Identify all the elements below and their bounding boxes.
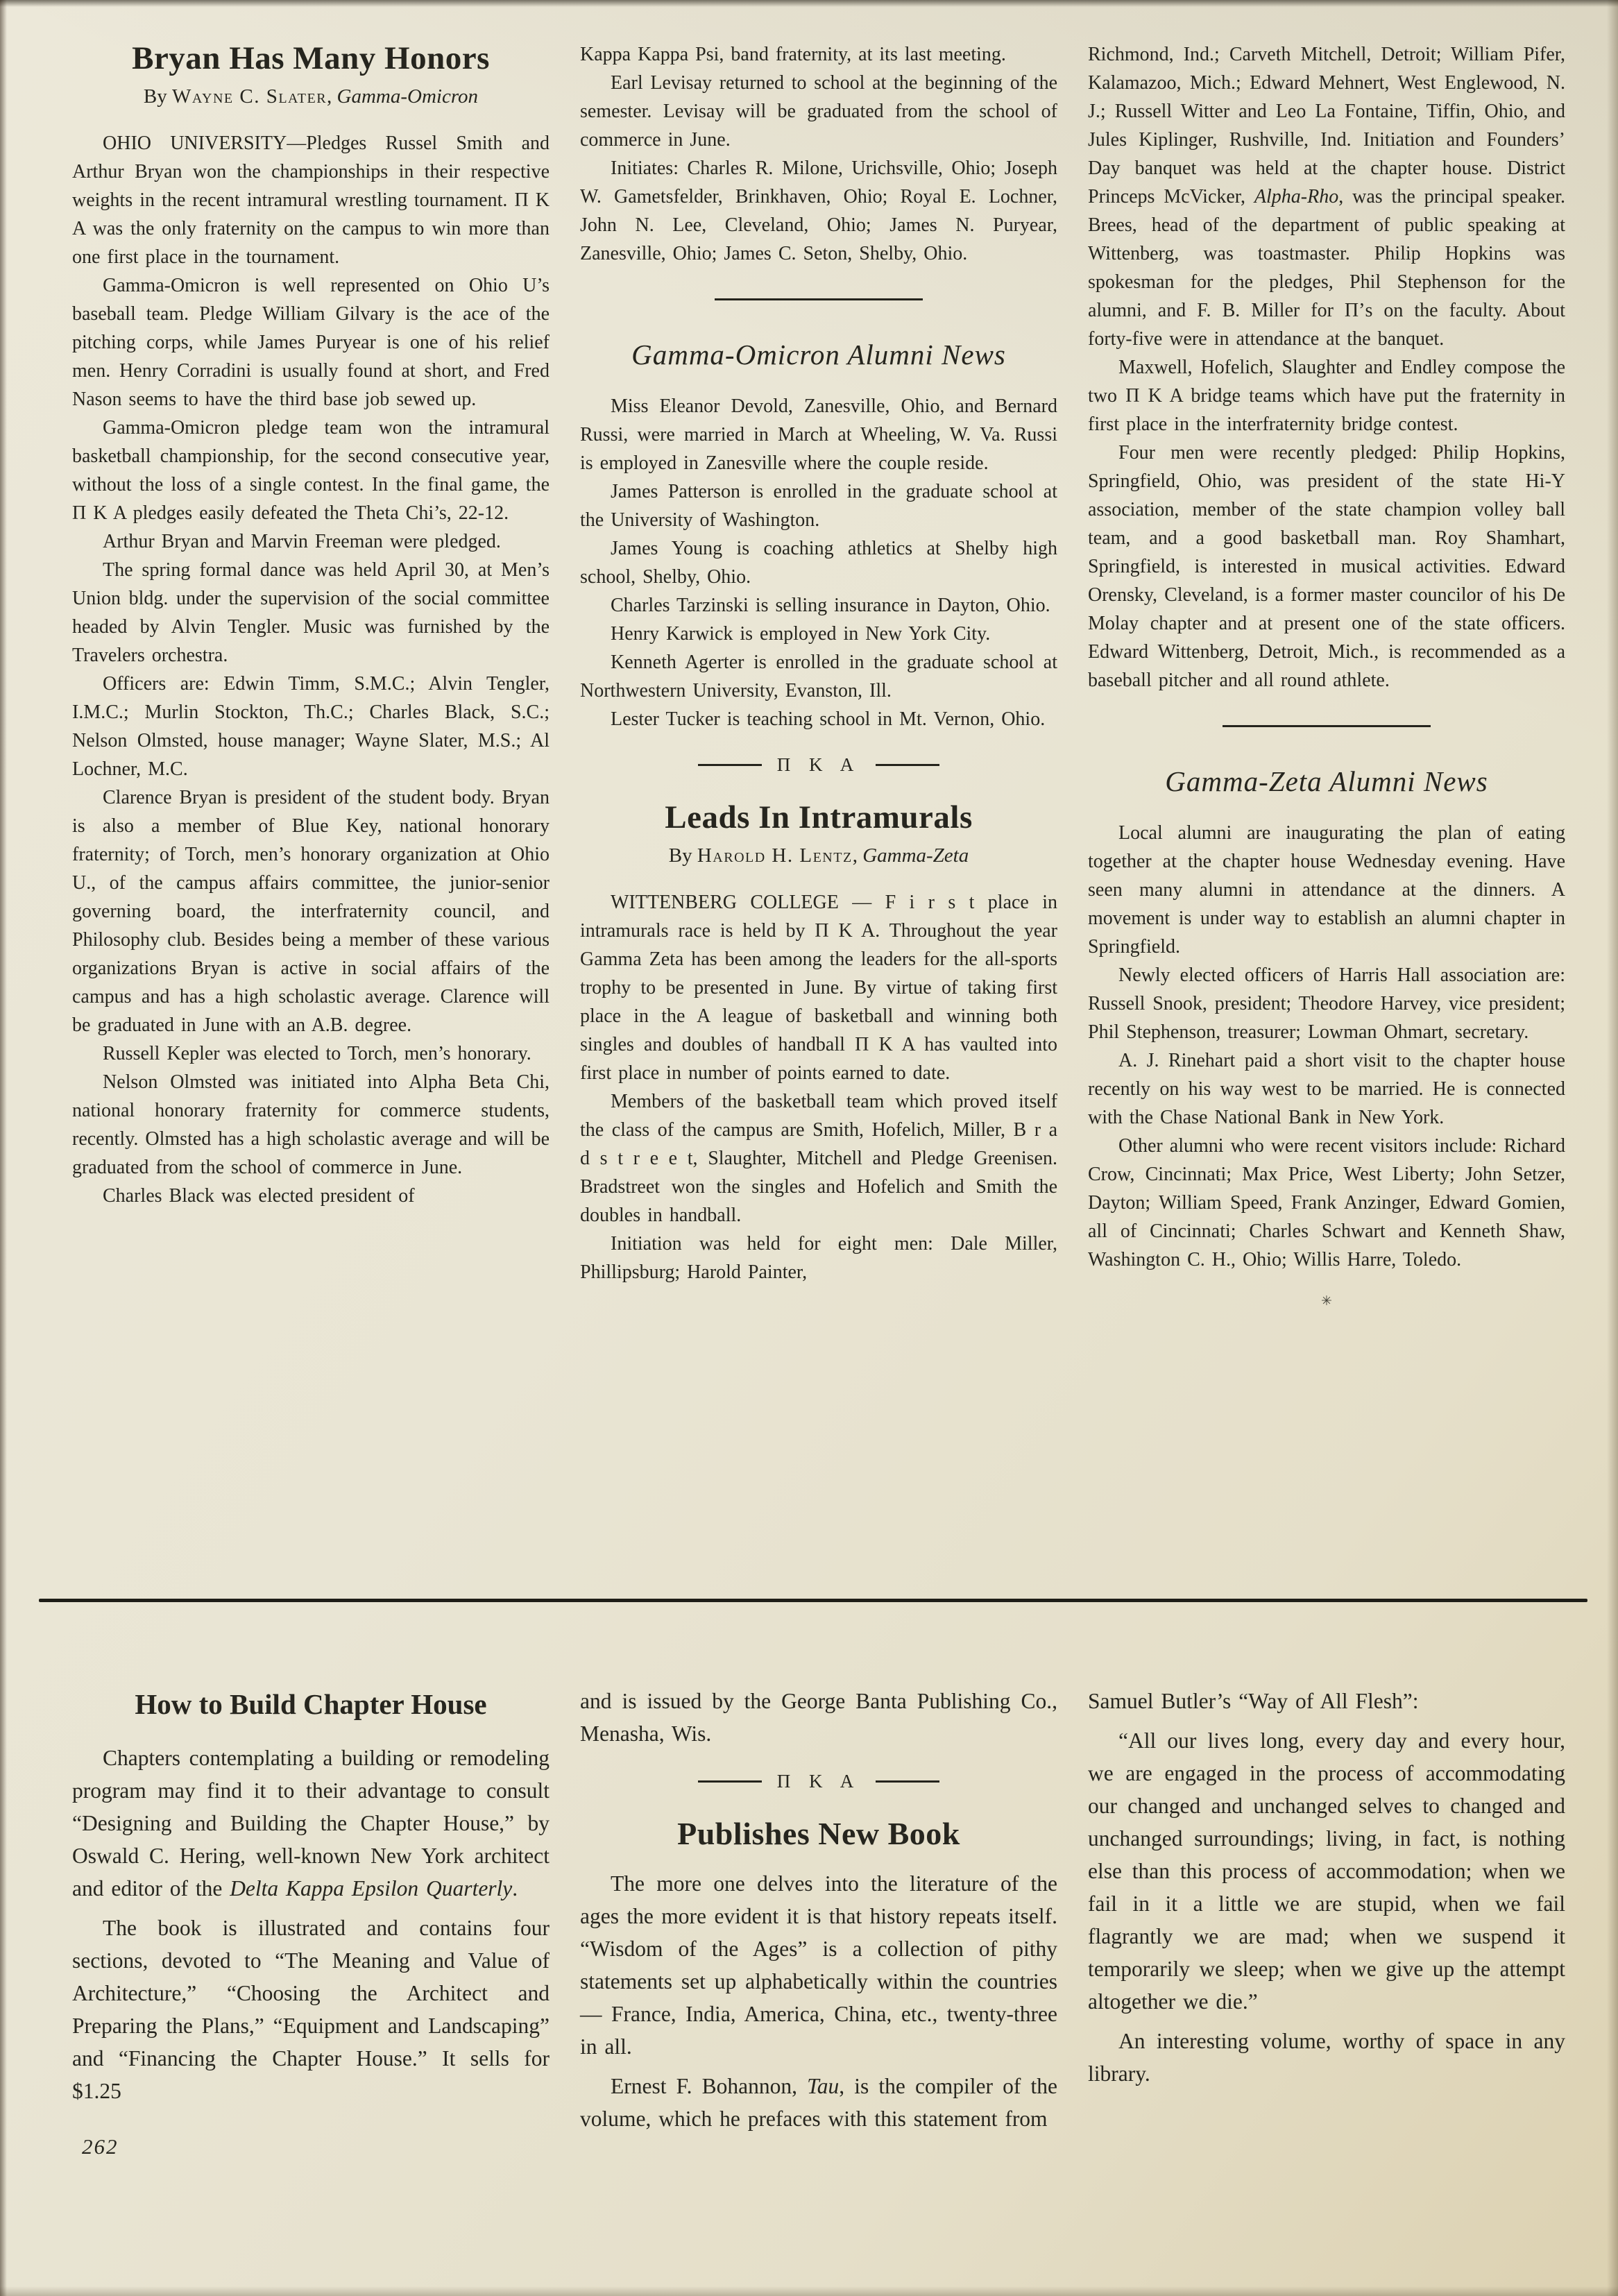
column-2-bottom bbox=[580, 1685, 1057, 2142]
paragraph: James Young is coaching athletics at Shelby high school, Shelby, Ohio. bbox=[580, 538, 1057, 588]
paragraph: James Patterson is enrolled in the graduate school at the University of Washington. bbox=[580, 481, 1057, 531]
paragraph: Other alumni who were recent visitors include: Richard Crow, Cincinnati; Max Price, West Liberty; John Setzer, Dayton; William Speed, Frank Anzinger, Edward Gomien, all of Cincinnati; Charles Schwart and Kenneth Shaw, Washington C. H., Ohio; Willis Harre, Toledo. bbox=[1088, 1135, 1565, 1270]
byline-by: By bbox=[668, 844, 697, 867]
divider-line bbox=[1223, 725, 1431, 727]
continuation-paragraph: Kappa Kappa Psi, band fraternity, at its last meeting. bbox=[580, 44, 1006, 65]
column-3-bottom bbox=[1088, 1685, 1565, 2142]
paragraph: Earl Levisay returned to school at the beginning of the semester. Levisay will be graduated from the school of commerce in June. bbox=[580, 72, 1057, 151]
chapter-name-italic: Tau bbox=[807, 2073, 840, 2098]
page-edge-top bbox=[0, 0, 1618, 7]
paragraph: A. J. Rinehart paid a short visit to the chapter house recently on his way west to be married. He is connected with the Chase National Bank in New York. bbox=[1088, 1050, 1565, 1128]
paragraph: An interesting volume, worthy of space in any library. bbox=[1088, 2029, 1565, 2086]
divider-line bbox=[715, 298, 923, 300]
byline-separator: , bbox=[327, 85, 337, 108]
paragraph: Members of the basketball team which proved itself the class of the campus are Smith, Hofelich, Miller, B r a d s t r e e t, Slaughter, Mitchell and Pledge Greenisen. Bradstreet won the singles and Hofelich and Smith the doubles in handball. bbox=[580, 1090, 1057, 1226]
paragraph bbox=[72, 1742, 550, 1905]
publication-name-italic: Delta Kappa Epsilon Quarterly bbox=[230, 1876, 513, 1900]
paragraph: WITTENBERG COLLEGE — F i r s t place in intramurals race is held by Π K A. Throughout the year Gamma Zeta has been among the leaders for the all-sports trophy to be presented in June. By virtue of taking first place in the A league of basketball and winning both singles and doubles of handball Π K A has vaulted into first place in number of points earned to date. bbox=[580, 891, 1057, 1084]
chapter-name-italic: Alpha-Rho bbox=[1254, 186, 1339, 207]
section-divider-rule bbox=[39, 1599, 1587, 1602]
paragraph: Russell Kepler was elected to Torch, men’s honorary. bbox=[103, 1042, 531, 1064]
section-title-gamma-omicron-alumni: Gamma-Omicron Alumni News bbox=[631, 339, 1006, 371]
paragraph: Lester Tucker is teaching school in Mt. Vernon, Ohio. bbox=[611, 708, 1046, 730]
divider-line bbox=[876, 764, 939, 766]
article-title-bryan: Bryan Has Many Honors bbox=[132, 40, 490, 76]
pka-divider bbox=[580, 1771, 1057, 1792]
article-title-new-book: Publishes New Book bbox=[677, 1816, 960, 1851]
page-number: 262 bbox=[82, 2134, 119, 2159]
byline-chapter: Gamma-Zeta bbox=[862, 844, 969, 867]
paragraph: Kenneth Agerter is enrolled in the graduate school at Northwestern University, Evanston, Ill. bbox=[580, 652, 1057, 701]
page-edge-bottom bbox=[0, 2286, 1618, 2296]
divider-line bbox=[698, 1780, 762, 1783]
paragraph: Initiates: Charles R. Milone, Urichsville, Ohio; Joseph W. Gametsfelder, Brinkhaven, Ohio; Royal E. Lochner, John N. Lee, Cleveland, Ohio; James N. Puryear, Zanesville, Ohio; James C. Seton, Shelby, Ohio. bbox=[580, 158, 1057, 264]
top-section bbox=[72, 40, 1565, 1309]
paragraph: Gamma-Omicron is well represented on Ohio U’s baseball team. Pledge William Gilvary is the ace of the pitching corps, while James Puryear is one of his relief men. Henry Corradini is usually found at short, and Fred Nason seems to have the third base job sewed up. bbox=[72, 274, 550, 410]
byline-author: Wayne C. Slater bbox=[172, 85, 327, 108]
paragraph bbox=[580, 2070, 1057, 2135]
section-title-gamma-zeta-alumni: Gamma-Zeta Alumni News bbox=[1165, 765, 1488, 797]
article-title-chapter-house: How to Build Chapter House bbox=[135, 1688, 487, 1720]
asterisk-mark: ✳ bbox=[1321, 1294, 1332, 1309]
paragraph: Local alumni are inaugurating the plan of eating together at the chapter house Wednesday evening. Have seen many alumni in attendance at the dinners. A movement is under way to establish an alumni chapter in Springfield. bbox=[1088, 822, 1565, 958]
column-1-bottom bbox=[72, 1685, 550, 2142]
paragraph: The spring formal dance was held April 30, at Men’s Union bldg. under the supervision of the social committee headed by Alvin Tengler. Music was furnished by the Travelers orchestra. bbox=[72, 559, 550, 666]
continuation-paragraph bbox=[1088, 40, 1565, 353]
paragraph: OHIO UNIVERSITY—Pledges Russel Smith and Arthur Bryan won the championships in their respective weights in the recent intramural wrestling tournament. Π K A was the only fraternity on the campus to win more than one first place in the tournament. bbox=[72, 132, 550, 268]
paragraph-text: Richmond, Ind.; Carveth Mitchell, Detroit; William Pifer, Kalamazoo, Mich.; Edward Mehnert, West Englewood, N. J.; Russell Witter and Leo La Fontaine, Tiffin, Ohio, and Jules Kiplinger, Rushville, Ind. Initiation and Founders’ Day banquet was held at the chapter house. District Princeps McVicker, bbox=[1088, 44, 1565, 207]
paragraph-text: , was the principal speaker. Brees, head of the department of public speaking at Wittenberg, was toastmaster. Philip Hopkins was spokesman for the pledges, Phil Stephenson for the alumni, and F. B. Miller for Π’s on the faculty. About forty-five were in attendance at the banquet. bbox=[1088, 186, 1565, 350]
paragraph: Charles Black was elected president of bbox=[103, 1184, 415, 1207]
divider-line bbox=[698, 764, 762, 766]
paragraph-text: , is the compiler of the volume, which he prefaces with this statement from bbox=[580, 2073, 1057, 2131]
paragraph: “All our lives long, every day and every hour, we are engaged in the process of accommodating our changed and unchanged selves to changed and unchanged surroundings; living, in fact, is nothing else than this process of accommodation; when we fail in it a little we are stupid, when we fail flagrantly we are mad; when we suspend it temporarily we sleep; when we give up the attempt altogether we die.” bbox=[1088, 1728, 1565, 2014]
continuation-paragraph: and is issued by the George Banta Publishing Co., Menasha, Wis. bbox=[580, 1689, 1057, 1746]
paragraph: Nelson Olmsted was initiated into Alpha Beta Chi, national honorary fraternity for commerce students, recently. Olmsted has a high scholastic average and will be graduated from the school of commerce in June. bbox=[72, 1071, 550, 1178]
page-edge-left bbox=[0, 0, 7, 2296]
column-2 bbox=[580, 40, 1057, 1309]
paragraph-text: Ernest F. Bohannon, bbox=[611, 2073, 808, 2098]
pka-divider-label: Π K A bbox=[776, 1771, 861, 1792]
bottom-section bbox=[72, 1685, 1565, 2142]
paragraph: Newly elected officers of Harris Hall association are: Russell Snook, president; Theodore Harvey, vice president; Phil Stephenson, treasurer; Lowman Ohmart, secretary. bbox=[1088, 964, 1565, 1043]
paragraph: Miss Eleanor Devold, Zanesville, Ohio, and Bernard Russi, were married in March at Wheeling, W. Va. Russi is employed in Zanesville where the couple reside. bbox=[580, 396, 1057, 474]
paragraph: Arthur Bryan and Marvin Freeman were pledged. bbox=[103, 530, 501, 552]
paragraph: Henry Karwick is employed in New York City. bbox=[611, 623, 991, 645]
paragraph: Officers are: Edwin Timm, S.M.C.; Alvin Tengler, I.M.C.; Murlin Stockton, Th.C.; Charles Black, S.C.; Nelson Olmsted, house manager; Wayne Slater, M.S.; Al Lochner, M.C. bbox=[72, 672, 550, 780]
divider-line bbox=[876, 1780, 939, 1783]
paragraph: Gamma-Omicron pledge team won the intramural basketball championship, for the second consecutive year, without the loss of a single contest. In the final game, the Π K A pledges easily defeated the Theta Chi’s, 22-12. bbox=[72, 416, 550, 524]
byline-slater bbox=[72, 85, 550, 108]
article-title-intramurals: Leads In Intramurals bbox=[665, 799, 973, 835]
byline-lentz bbox=[580, 844, 1057, 867]
paragraph: Samuel Butler’s “Way of All Flesh”: bbox=[1088, 1689, 1419, 1713]
paragraph-text: Chapters contemplating a building or remodeling program may find it to their advantage to consult “Designing and Building the Chapter House,” by Oswald C. Hering, well-known New York architect and editor of the bbox=[72, 1746, 550, 1900]
paragraph: Initiation was held for eight men: Dale Miller, Phillipsburg; Harold Painter, bbox=[580, 1232, 1057, 1283]
paragraph: The book is illustrated and contains four sections, devoted to “The Meaning and Value of Architecture,” “Choosing the Architect and Preparing the Plans,” “Equipment and Landscaping” and “Financing the Chapter House.” It sells for $1.25 bbox=[72, 1916, 550, 2103]
column-3 bbox=[1088, 40, 1565, 1309]
byline-author: Harold H. Lentz bbox=[697, 844, 853, 867]
paragraph: Four men were recently pledged: Philip Hopkins, Springfield, Ohio, was president of the state Hi-Y association, member of the state champion volley ball team, and a good basketball man. Roy Shamhart, Springfield, is interested in musical activities. Edward Orensky, Cleveland, is a former master councilor of his De Molay chapter and at present one of the state officers. Edward Wittenberg, Detroit, Mich., is recommended as a baseball pitcher and all round athlete. bbox=[1088, 442, 1565, 691]
pka-divider-label: Π K A bbox=[776, 754, 861, 775]
paragraph: Maxwell, Hofelich, Slaughter and Endley compose the two Π K A bridge teams which have put the fraternity in first place in the interfraternity bridge contest. bbox=[1088, 357, 1565, 435]
column-1 bbox=[72, 40, 550, 1309]
byline-separator: , bbox=[852, 844, 863, 867]
byline-chapter: Gamma-Omicron bbox=[337, 85, 479, 108]
paragraph: The more one delves into the literature of the ages the more evident it is that history repeats itself. “Wisdom of the Ages” is a collection of pithy statements set up alphabetically within the countries — France, India, America, China, etc., twenty-three in all. bbox=[580, 1871, 1057, 2059]
paragraph: Clarence Bryan is president of the student body. Bryan is also a member of Blue Key, national honorary fraternity; of Torch, men’s honorary organization at Ohio U., of the campus affairs committee, the junior-senior governing board, the interfraternity council, and Philosophy club. Besides being a member of these various organizations Bryan is active in social affairs of the campus and has a high scholastic average. Clarence will be graduated in June with an A.B. degree. bbox=[72, 786, 550, 1036]
page-edge-right bbox=[1607, 0, 1618, 2296]
paragraph: Charles Tarzinski is selling insurance in Dayton, Ohio. bbox=[611, 595, 1050, 616]
paragraph-text: . bbox=[512, 1876, 518, 1900]
byline-by: By bbox=[143, 85, 173, 108]
pka-divider bbox=[580, 754, 1057, 776]
